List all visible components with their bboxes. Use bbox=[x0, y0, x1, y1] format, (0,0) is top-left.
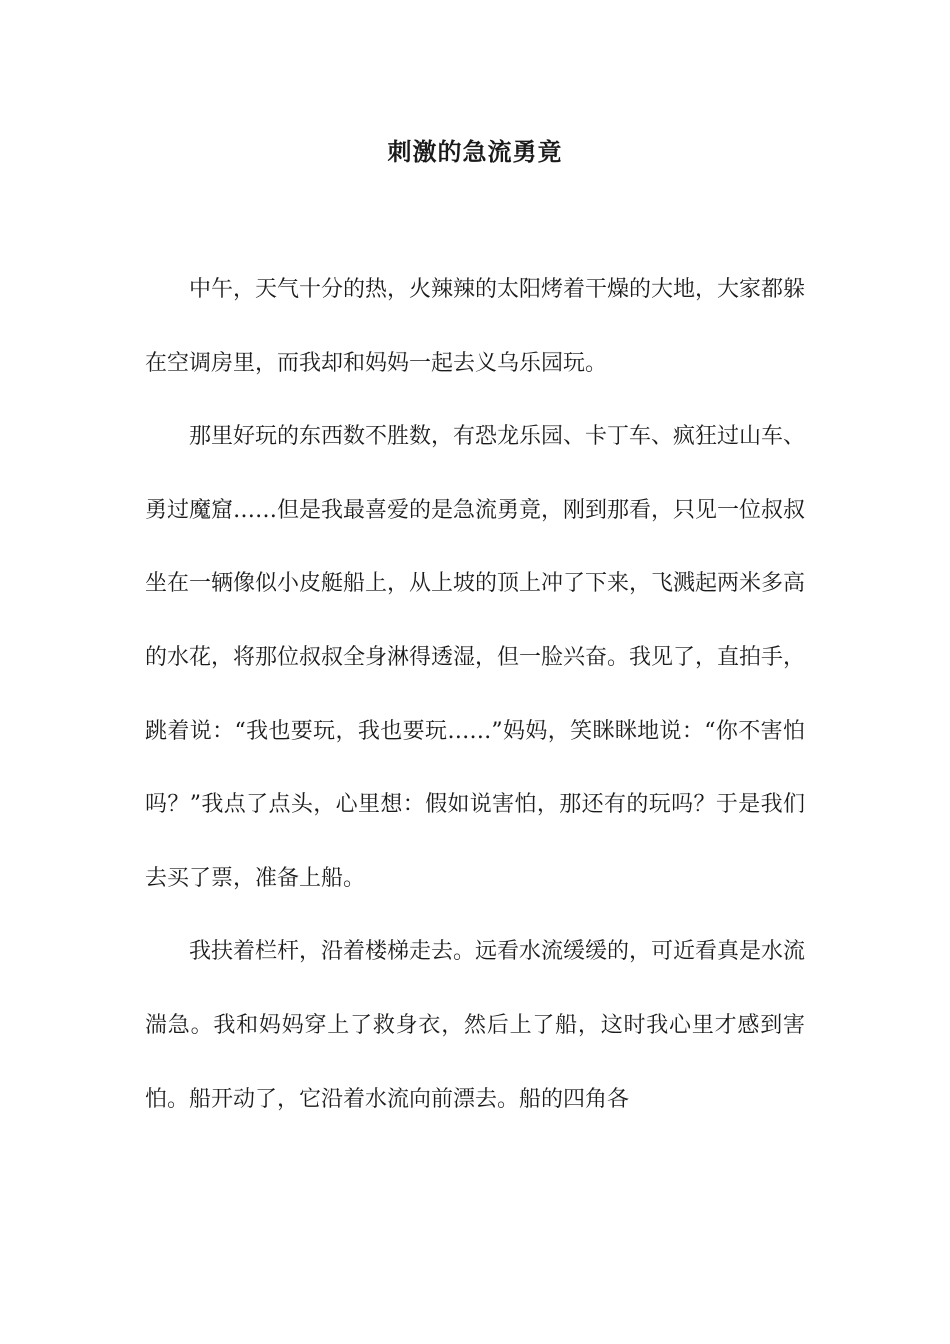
document-body bbox=[145, 253, 805, 1136]
paragraph-1: 中午，天气十分的热，火辣辣的太阳烤着干燥的大地，大家都躲在空调房里，而我却和妈妈一起去义乌乐园玩。 bbox=[145, 277, 806, 376]
page-title: 刺激的急流勇竟 bbox=[387, 137, 563, 166]
paragraph-3: 我扶着栏杆，沿着楼梯走去。远看水流缓缓的，可近看真是水流湍急。我和妈妈穿上了救身衣，然后上了船，这时我心里才感到害怕。船开动了，它沿着水流向前漂去。船的四角各 bbox=[145, 939, 806, 1112]
paragraph-2: 那里好玩的东西数不胜数，有恐龙乐园、卡丁车、疯狂过山车、勇过魔窟……但是我最喜爱的是急流勇竟，刚到那看，只见一位叔叔坐在一辆像似小皮艇船上，从上坡的顶上冲了下来，飞溅起两米多高的水花，将那位叔叔全身淋得透湿，但一脸兴奋。我见了，直拍手，跳着说：“我也要玩，我也要玩……”妈妈，笑眯眯地说：“你不害怕吗？”我点了点头，心里想：假如说害怕，那还有的玩吗？于是我们去买了票，准备上船。 bbox=[145, 424, 806, 891]
